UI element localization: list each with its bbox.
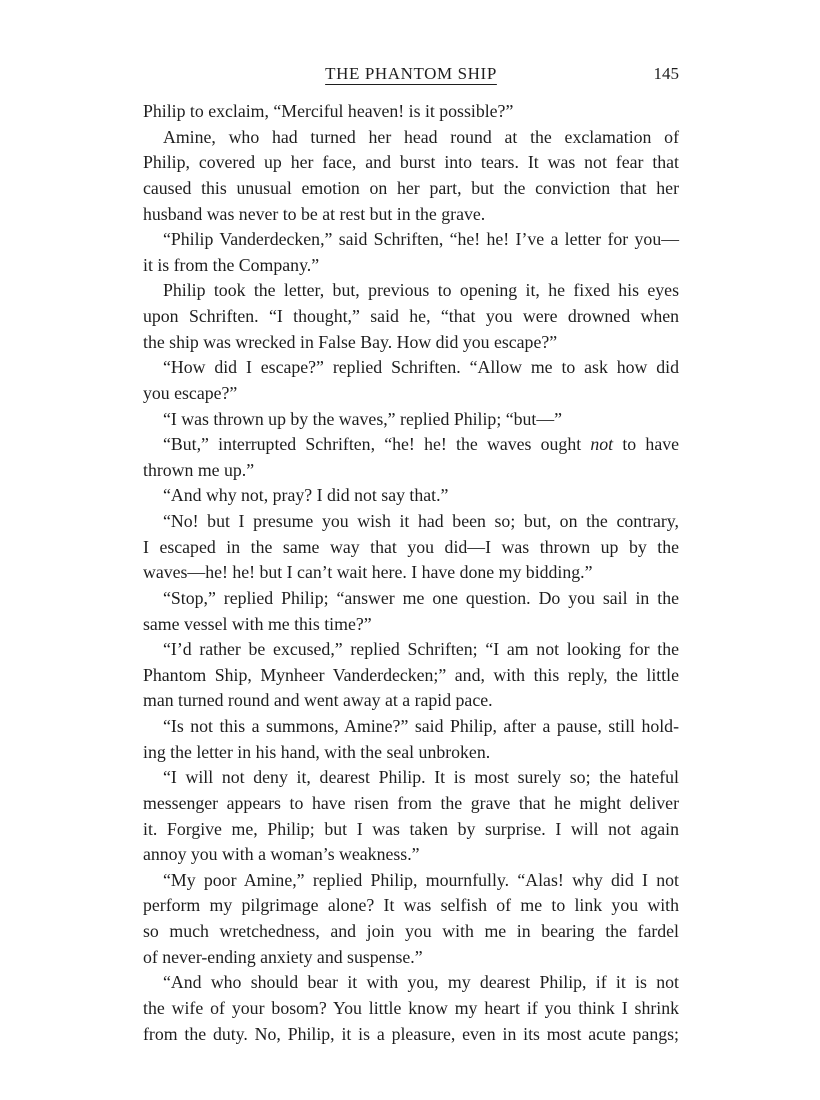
text-line: Philip, covered up her face, and burst into tears. It was not fear that	[143, 152, 679, 173]
text-line: “No! but I presume you wish it had been so; but, on the contrary,	[163, 511, 679, 531]
text-line: “Is not this a summons, Amine?” said Philip, after a pause, still hold-	[163, 716, 679, 736]
text-line: husband was never to be at rest but in the grave.	[143, 203, 486, 224]
text-line: “I’d rather be excused,” replied Schriften; “I am not looking for the	[163, 639, 679, 660]
text-line: Phantom Ship, Mynheer Vanderdecken;” and, with this reply, the little	[143, 664, 679, 685]
text-line: “And why not, pray? I did not say that.”	[163, 485, 449, 506]
text-line: “I was thrown up by the waves,” replied Philip; “but—”	[163, 408, 562, 429]
text-line: the ship was wrecked in False Bay. How did you escape?”	[143, 331, 558, 352]
text-line: from the duty. No, Philip, it is a pleasure, even in its most acute pangs;	[143, 1023, 679, 1044]
running-title: THE PHANTOM SHIP	[325, 64, 497, 83]
text-line: ing the letter in his hand, with the seal unbroken.	[143, 741, 491, 762]
text-line: you escape?”	[143, 382, 238, 403]
page-number: 145	[653, 64, 679, 83]
text-line: “Philip Vanderdecken,” said Schriften, “he! he! I’ve a letter for you—	[163, 229, 679, 250]
text-line: waves—he! he! but I can’t wait here. I have done my bidding.”	[143, 562, 593, 583]
text-line: annoy you with a woman’s weakness.”	[143, 844, 420, 865]
text-line: perform my pilgrimage alone? It was selfish of me to link you with	[143, 895, 679, 916]
text-line: Amine, who had turned her head round at the exclamation of	[163, 126, 679, 147]
text-line: “And who should bear it with you, my dearest Philip, if it is not	[163, 972, 679, 993]
text-line: messenger appears to have risen from the grave that he might deliver	[143, 792, 679, 813]
running-head	[143, 64, 679, 90]
text-line: “Stop,” replied Philip; “answer me one question. Do you sail in the	[163, 587, 679, 608]
text-line: caused this unusual emotion on her part, but the conviction that her	[143, 177, 679, 198]
text-line: “My poor Amine,” replied Philip, mournfully. “Alas! why did I not	[163, 869, 679, 890]
text-line: thrown me up.”	[143, 459, 255, 480]
text-line: it is from the Company.”	[143, 254, 320, 275]
body-text	[143, 99, 679, 1047]
text-line: the wife of your bosom? You little know my heart if you think I shrink	[143, 997, 679, 1018]
text-line: it. Forgive me, Philip; but I was taken by surprise. I will not again	[143, 818, 679, 839]
text-line	[143, 432, 679, 458]
emphasis-run: not	[590, 434, 614, 455]
text-line: of never-ending anxiety and suspense.”	[143, 946, 423, 967]
text-line: so much wretchedness, and join you with me in bearing the fardel	[143, 921, 679, 941]
text-run: to have	[613, 434, 679, 455]
text-line: I escaped in the same way that you did—I was thrown up by the	[143, 536, 679, 557]
text-line: Philip to exclaim, “Merciful heaven! is it possible?”	[143, 101, 514, 121]
text-run: “But,” interrupted Schriften, “he! he! the waves ought	[163, 434, 591, 455]
text-line: upon Schriften. “I thought,” said he, “that you were drowned when	[143, 306, 679, 326]
text-line: man turned round and went away at a rapid pace.	[143, 690, 493, 711]
text-line: “I will not deny it, dearest Philip. It is most surely so; the hateful	[163, 767, 679, 788]
text-line: Philip took the letter, but, previous to opening it, he fixed his eyes	[163, 280, 679, 301]
text-line: “How did I escape?” replied Schriften. “Allow me to ask how did	[163, 357, 679, 378]
text-line: same vessel with me this time?”	[143, 613, 372, 634]
